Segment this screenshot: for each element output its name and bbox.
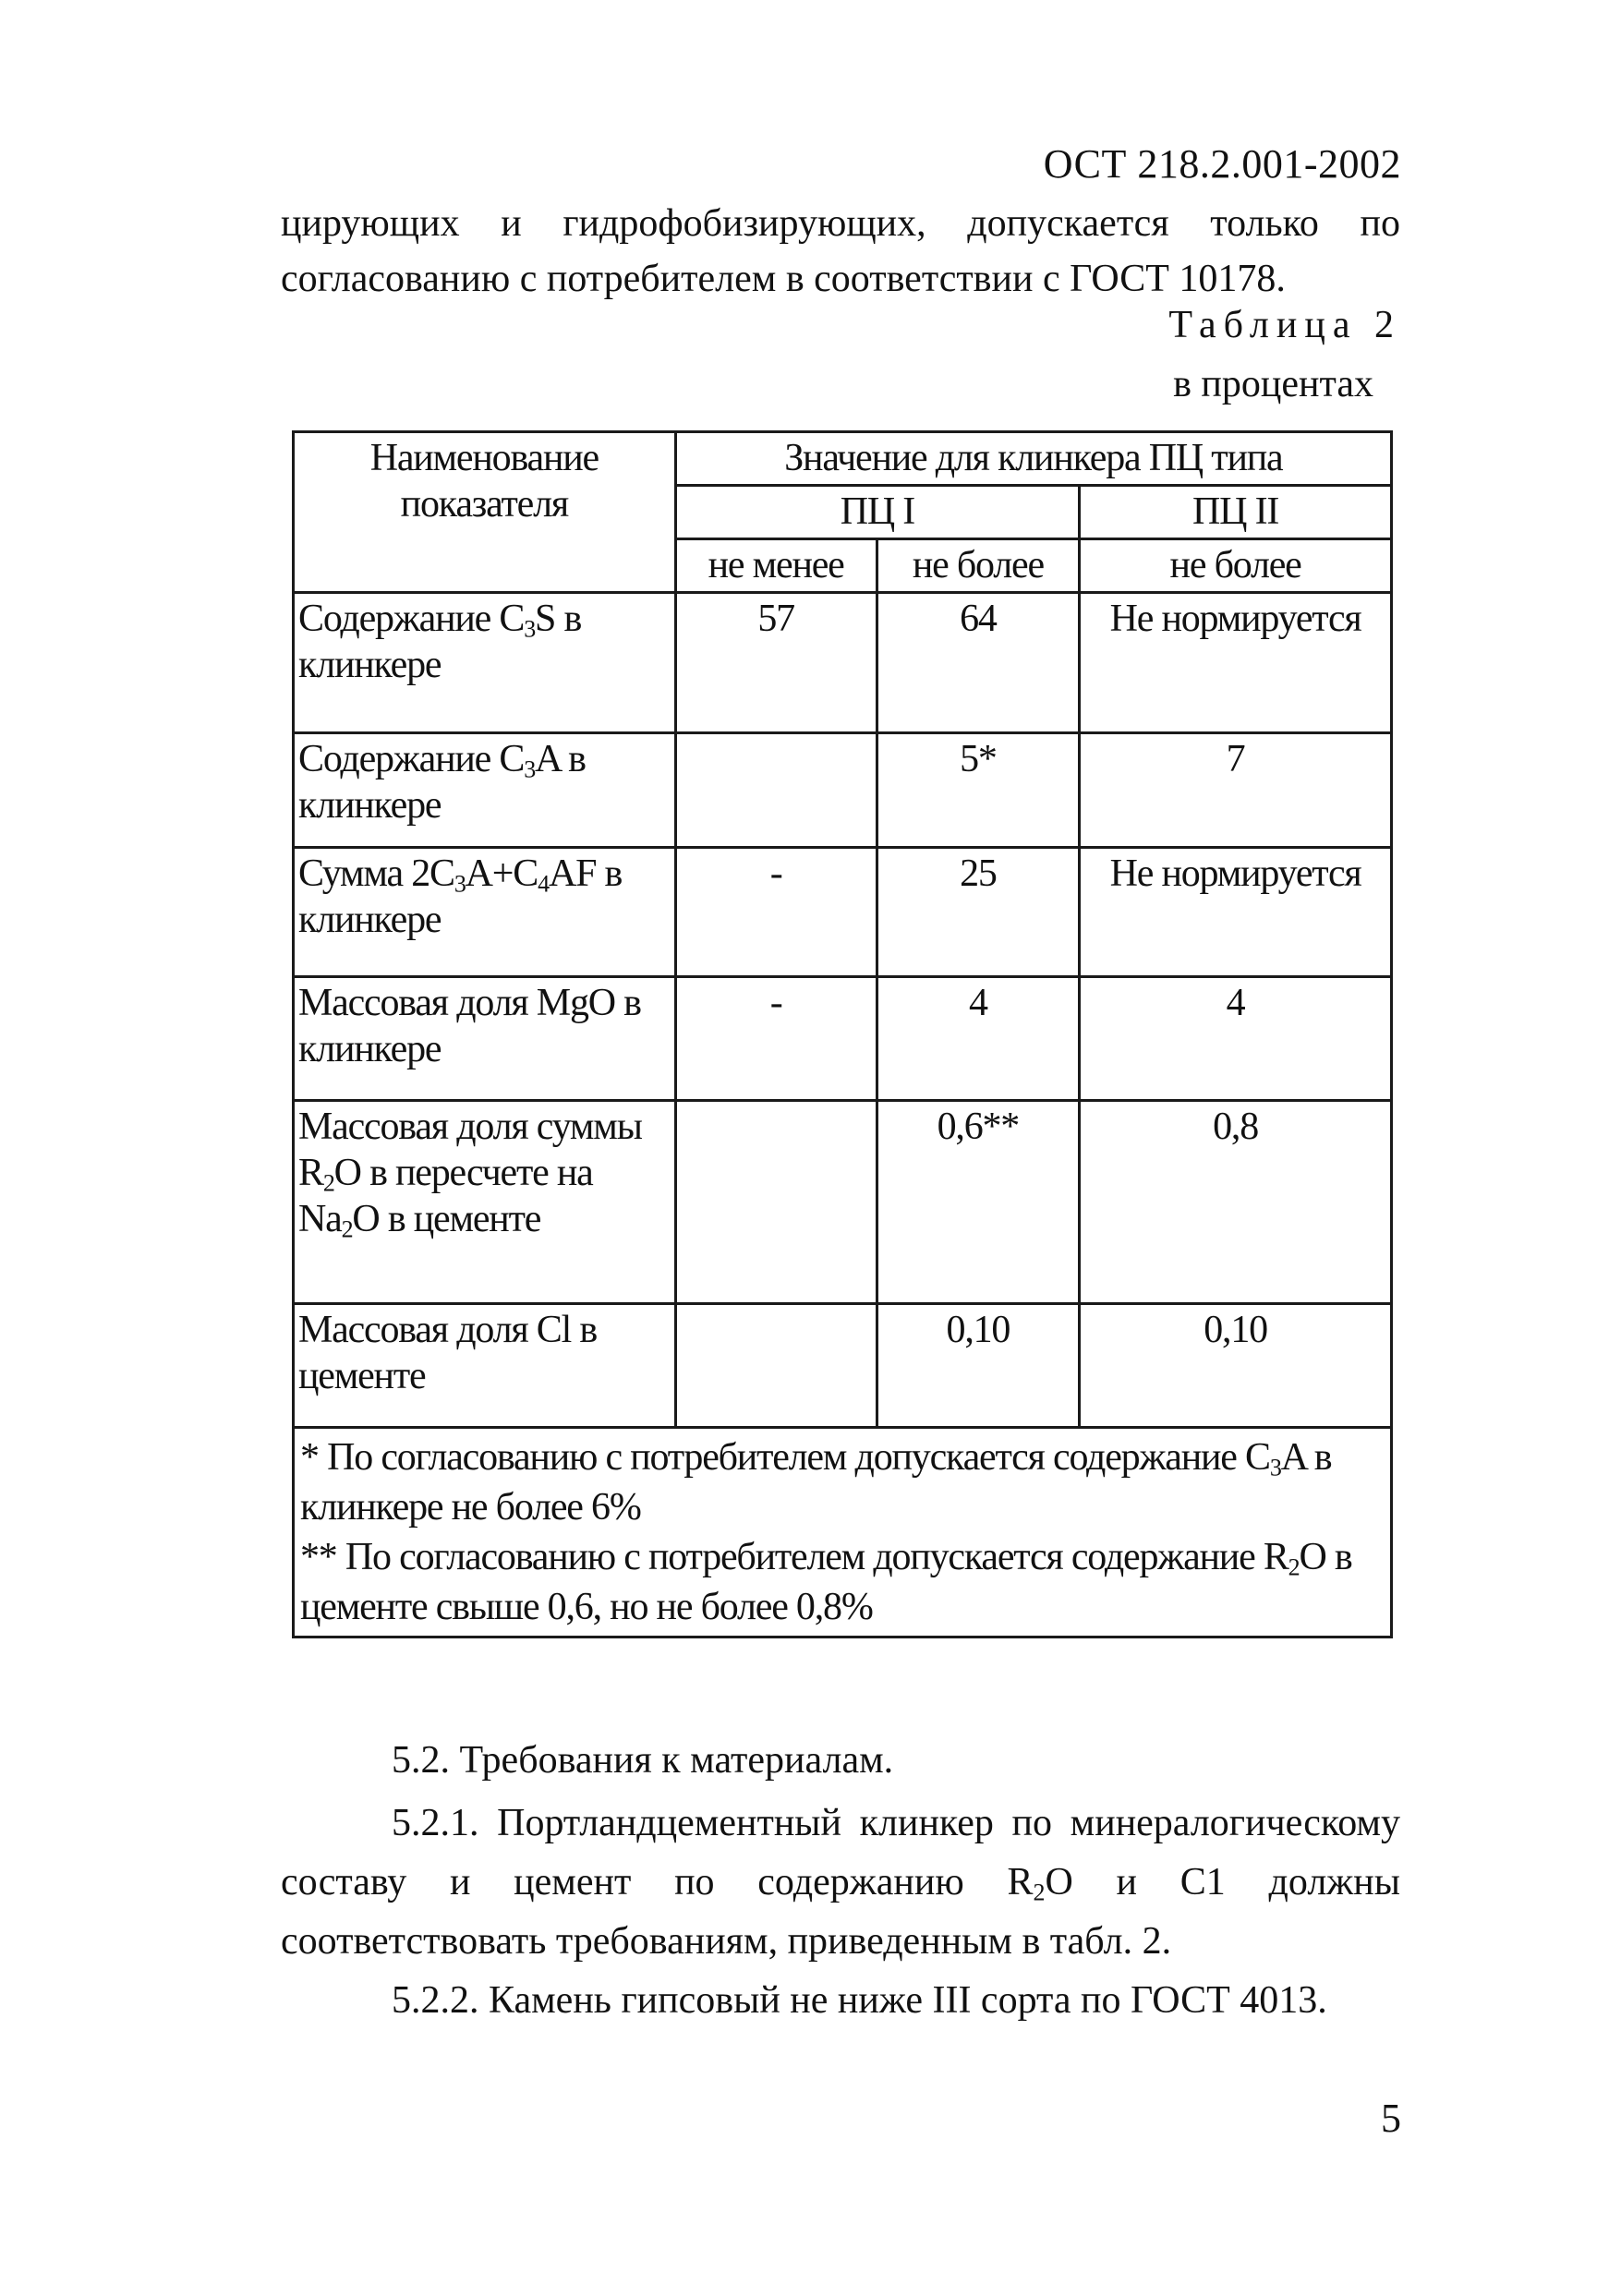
cell-min: - bbox=[675, 848, 877, 977]
intro-line-2: согласованию с потребителем в соответствии с ГОСТ 10178. bbox=[281, 258, 1286, 300]
header-type-1: ПЦ I bbox=[675, 486, 1080, 539]
header-type-2: ПЦ II bbox=[1080, 486, 1392, 539]
row-label: Массовая доля Cl в цементе bbox=[294, 1304, 676, 1428]
indicators-table bbox=[292, 430, 1393, 1638]
cell-max-2: 0,8 bbox=[1080, 1101, 1392, 1304]
table-footnotes bbox=[294, 1428, 1392, 1637]
cell-min: - bbox=[675, 977, 877, 1101]
cell-min bbox=[675, 1304, 877, 1428]
header-min: не менее bbox=[675, 539, 877, 593]
cell-max-2: Не нормируется bbox=[1080, 593, 1392, 733]
cell-max-2: 7 bbox=[1080, 733, 1392, 848]
footnote-1: * По согласованию с потребителем допускается содержание $C_3A$ в клинкере не более 6% bbox=[300, 1436, 1332, 1529]
table-row bbox=[294, 977, 1392, 1101]
table-notes-row bbox=[294, 1428, 1392, 1637]
table-units: в процентах bbox=[1173, 363, 1373, 405]
cell-max-2: Не нормируется bbox=[1080, 848, 1392, 977]
row-label: Массовая доля суммы $R_2O$ в пересчете на $Na_2O$ в цементе bbox=[294, 1101, 676, 1304]
cell-max: 0,10 bbox=[877, 1304, 1080, 1428]
cell-max: 4 bbox=[877, 977, 1080, 1101]
cell-max: 25 bbox=[877, 848, 1080, 977]
cell-min bbox=[675, 733, 877, 848]
table-row bbox=[294, 733, 1392, 848]
cell-max-2: 4 bbox=[1080, 977, 1392, 1101]
row-label: Содержание $C_3A$ в клинкере bbox=[294, 733, 676, 848]
cell-max-2: 0,10 bbox=[1080, 1304, 1392, 1428]
table-row bbox=[294, 848, 1392, 977]
row-label: Сумма $2C_3A+C_4AF$ в клинкере bbox=[294, 848, 676, 977]
section-heading: 5.2. Требования к материалам. bbox=[392, 1739, 894, 1782]
paragraph-5-2-2: 5.2.2. Камень гипсовый не ниже III сорта по ГОСТ 4013. bbox=[392, 1979, 1327, 2022]
table-row bbox=[294, 593, 1392, 733]
header-max: не более bbox=[877, 539, 1080, 593]
table-row bbox=[294, 1304, 1392, 1428]
header-indicator-name: Наименование показателя bbox=[294, 432, 676, 593]
table-row bbox=[294, 1101, 1392, 1304]
table-title: Таблица 2 bbox=[1168, 304, 1401, 346]
cell-max: 5* bbox=[877, 733, 1080, 848]
footnote-2: ** По согласованию с потребителем допускается содержание $R_2O$ в цементе свыше 0,6, но не более 0,8% bbox=[300, 1536, 1352, 1628]
table-header-row bbox=[294, 432, 1392, 486]
row-label: Содержание $C_3S$ в клинкере bbox=[294, 593, 676, 733]
document-code: ОСТ 218.2.001-2002 bbox=[1043, 141, 1401, 187]
paragraph-5-2-1: 5.2.1. Портландцементный клинкер по минералогическому составу и цемент по содержанию $R_2O$ и C1 должны соответствовать требованиям, приведенным в табл. 2. bbox=[281, 1802, 1400, 1963]
cell-max: 64 bbox=[877, 593, 1080, 733]
cell-min bbox=[675, 1101, 877, 1304]
intro-line-1: цирующих и гидрофобизирующих, допускается только по bbox=[281, 202, 1400, 245]
row-label: Массовая доля MgO в клинкере bbox=[294, 977, 676, 1101]
header-max-2: не более bbox=[1080, 539, 1392, 593]
cell-min: 57 bbox=[675, 593, 877, 733]
cell-max: 0,6** bbox=[877, 1101, 1080, 1304]
header-value-group: Значение для клинкера ПЦ типа bbox=[675, 432, 1391, 486]
page-number: 5 bbox=[1381, 2096, 1401, 2141]
intro-paragraph bbox=[281, 196, 1400, 307]
